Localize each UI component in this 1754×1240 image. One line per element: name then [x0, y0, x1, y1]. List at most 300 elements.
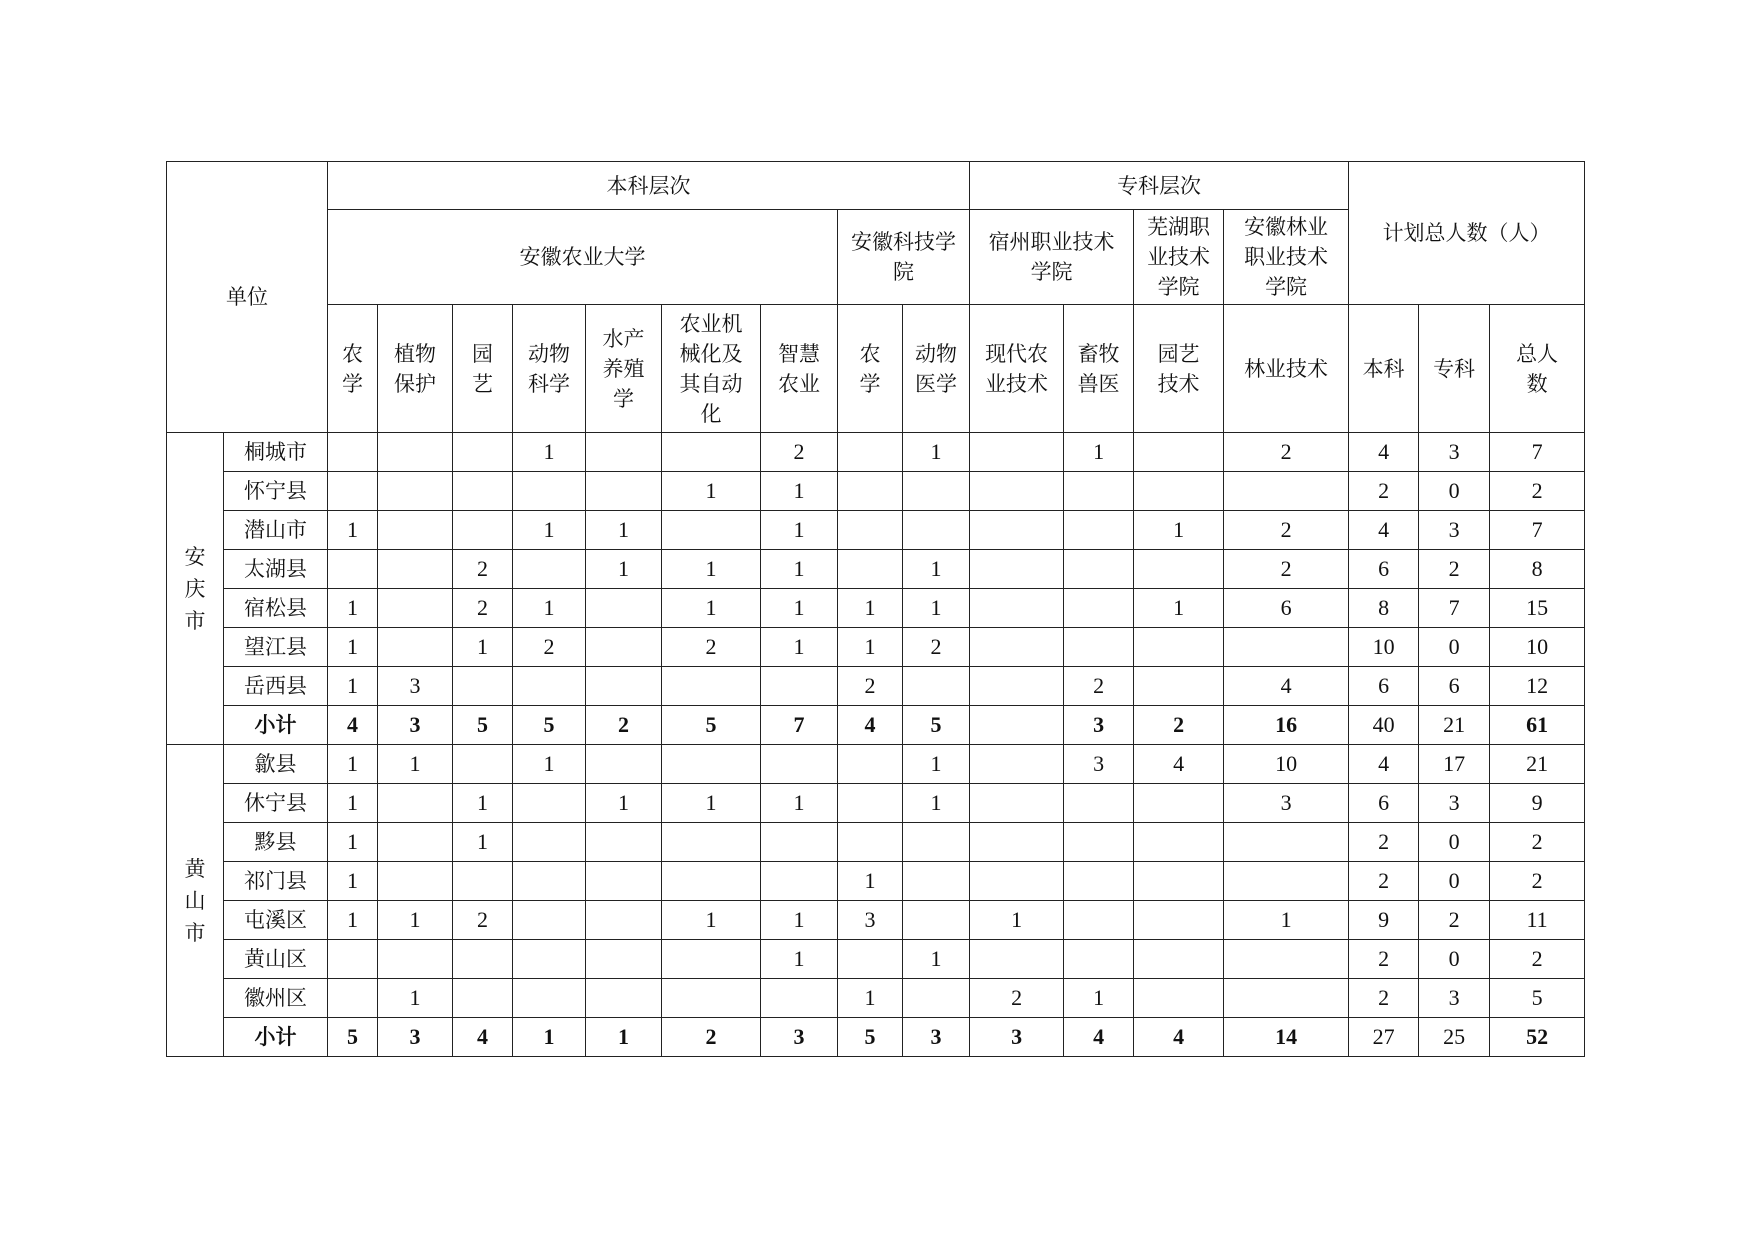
value-cell: 2: [838, 667, 903, 706]
value-cell: [662, 979, 761, 1018]
value-cell: 1: [903, 550, 970, 589]
value-cell: 7: [1490, 511, 1585, 550]
value-cell: 27: [1349, 1018, 1419, 1057]
value-cell: 16: [1224, 706, 1349, 745]
county-name: 祁门县: [224, 862, 328, 901]
value-cell: 1: [513, 433, 586, 472]
value-cell: 5: [328, 1018, 378, 1057]
value-cell: [970, 472, 1064, 511]
value-cell: [838, 550, 903, 589]
value-cell: [586, 589, 662, 628]
value-cell: 7: [761, 706, 838, 745]
value-cell: 1: [328, 511, 378, 550]
value-cell: [662, 823, 761, 862]
value-cell: [453, 472, 513, 511]
value-cell: 2: [1419, 550, 1490, 589]
value-cell: 2: [761, 433, 838, 472]
value-cell: 2: [1349, 979, 1419, 1018]
value-cell: 1: [838, 862, 903, 901]
value-cell: 5: [513, 706, 586, 745]
value-cell: 0: [1419, 628, 1490, 667]
value-cell: [1134, 823, 1224, 862]
value-cell: [328, 979, 378, 1018]
city-name: 安庆市: [184, 544, 206, 633]
value-cell: [586, 433, 662, 472]
value-cell: [513, 784, 586, 823]
table-row: [167, 979, 1585, 1018]
table-row: [167, 940, 1585, 979]
value-cell: [838, 784, 903, 823]
school-header: [970, 210, 1134, 305]
major-header-text: 现代农业技术: [985, 341, 1049, 396]
table-row: [167, 745, 1585, 784]
value-cell: [903, 979, 970, 1018]
value-cell: 4: [453, 1018, 513, 1057]
value-cell: 2: [1349, 823, 1419, 862]
major-header-text: 农业机械化及其自动化: [679, 311, 743, 426]
value-cell: [761, 667, 838, 706]
major-header: [970, 305, 1064, 433]
value-cell: [970, 589, 1064, 628]
value-cell: [1134, 784, 1224, 823]
value-cell: 0: [1419, 472, 1490, 511]
value-cell: 3: [1419, 433, 1490, 472]
value-cell: 3: [903, 1018, 970, 1057]
value-cell: [586, 862, 662, 901]
value-cell: 6: [1349, 784, 1419, 823]
value-cell: 2: [970, 979, 1064, 1018]
major-header-text: 动物科学: [528, 341, 570, 396]
value-cell: 1: [328, 862, 378, 901]
value-cell: [838, 745, 903, 784]
county-name: 屯溪区: [224, 901, 328, 940]
value-cell: [1134, 862, 1224, 901]
value-cell: [586, 472, 662, 511]
value-cell: [761, 979, 838, 1018]
value-cell: [513, 472, 586, 511]
value-cell: 5: [662, 706, 761, 745]
value-cell: [328, 940, 378, 979]
value-cell: 10: [1224, 745, 1349, 784]
value-cell: [970, 745, 1064, 784]
value-cell: [328, 433, 378, 472]
major-header: [513, 305, 586, 433]
value-cell: 12: [1490, 667, 1585, 706]
value-cell: 3: [1224, 784, 1349, 823]
value-cell: [970, 511, 1064, 550]
value-cell: 4: [1349, 745, 1419, 784]
value-cell: 2: [1349, 862, 1419, 901]
value-cell: [586, 823, 662, 862]
major-header-text: 动物医学: [915, 341, 958, 396]
value-cell: 7: [1419, 589, 1490, 628]
major-header-text: 智慧农业: [778, 341, 820, 396]
value-cell: 4: [1349, 511, 1419, 550]
value-cell: 0: [1419, 940, 1490, 979]
major-header-text: 植物保护: [394, 341, 436, 396]
value-cell: [1134, 628, 1224, 667]
major-header: [1064, 305, 1134, 433]
value-cell: [970, 784, 1064, 823]
total-plan-header: 计划总人数（人）: [1349, 162, 1585, 305]
city-name: 黄山市: [184, 856, 206, 945]
value-cell: [453, 511, 513, 550]
value-cell: 11: [1490, 901, 1585, 940]
value-cell: 1: [328, 901, 378, 940]
value-cell: 2: [1349, 940, 1419, 979]
value-cell: 1: [378, 745, 453, 784]
value-cell: 1: [761, 628, 838, 667]
value-cell: [662, 940, 761, 979]
value-cell: [513, 823, 586, 862]
value-cell: 1: [586, 1018, 662, 1057]
value-cell: [586, 979, 662, 1018]
value-cell: 3: [1419, 511, 1490, 550]
value-cell: [838, 940, 903, 979]
value-cell: 1: [1224, 901, 1349, 940]
total-all-header-text: 总人数: [1516, 341, 1559, 396]
value-cell: [378, 940, 453, 979]
value-cell: 1: [838, 628, 903, 667]
value-cell: 2: [1490, 862, 1585, 901]
value-cell: 6: [1349, 550, 1419, 589]
total-undergrad-header: 本科: [1349, 305, 1419, 433]
value-cell: [513, 979, 586, 1018]
table-row: [167, 550, 1585, 589]
school-header-text: 安徽林业职业技术学院: [1244, 215, 1329, 299]
value-cell: 4: [328, 706, 378, 745]
value-cell: 0: [1419, 862, 1490, 901]
value-cell: [903, 862, 970, 901]
value-cell: [453, 745, 513, 784]
value-cell: 1: [903, 745, 970, 784]
value-cell: [1134, 667, 1224, 706]
value-cell: [453, 862, 513, 901]
value-cell: 1: [662, 472, 761, 511]
value-cell: [378, 433, 453, 472]
value-cell: [662, 433, 761, 472]
value-cell: 1: [761, 901, 838, 940]
value-cell: [662, 667, 761, 706]
value-cell: 3: [1064, 706, 1134, 745]
value-cell: [1224, 823, 1349, 862]
value-cell: 52: [1490, 1018, 1585, 1057]
value-cell: 1: [662, 550, 761, 589]
value-cell: 2: [1134, 706, 1224, 745]
value-cell: 3: [761, 1018, 838, 1057]
county-name: 休宁县: [224, 784, 328, 823]
major-header: [903, 305, 970, 433]
school-header-text: 芜湖职业技术学院: [1147, 215, 1211, 299]
value-cell: 1: [761, 784, 838, 823]
subtotal-row: [167, 1018, 1585, 1057]
value-cell: [513, 667, 586, 706]
value-cell: 4: [1349, 433, 1419, 472]
value-cell: 40: [1349, 706, 1419, 745]
subtotal-row: [167, 706, 1585, 745]
value-cell: 2: [1490, 823, 1585, 862]
value-cell: 6: [1349, 667, 1419, 706]
value-cell: 10: [1349, 628, 1419, 667]
value-cell: 2: [1419, 901, 1490, 940]
value-cell: [378, 862, 453, 901]
value-cell: [378, 784, 453, 823]
value-cell: 2: [513, 628, 586, 667]
value-cell: 1: [662, 901, 761, 940]
table-row: [167, 511, 1585, 550]
value-cell: 1: [838, 589, 903, 628]
value-cell: 7: [1490, 433, 1585, 472]
value-cell: [838, 823, 903, 862]
total-all-header: [1490, 305, 1585, 433]
value-cell: [1134, 979, 1224, 1018]
value-cell: 2: [453, 550, 513, 589]
county-name: 怀宁县: [224, 472, 328, 511]
value-cell: 4: [1134, 745, 1224, 784]
major-header-text: 农学: [342, 341, 363, 396]
major-header-text: 园艺技术: [1157, 341, 1200, 396]
value-cell: [1134, 433, 1224, 472]
value-cell: 1: [513, 745, 586, 784]
value-cell: 1: [761, 511, 838, 550]
major-header: [453, 305, 513, 433]
major-header-text: 水产养殖学: [602, 326, 645, 411]
school-header-text: 安徽科技学院: [851, 230, 957, 284]
city-cell: [167, 433, 224, 745]
value-cell: 1: [586, 550, 662, 589]
value-cell: [1224, 628, 1349, 667]
county-name: 岳西县: [224, 667, 328, 706]
value-cell: 4: [838, 706, 903, 745]
value-cell: 1: [513, 589, 586, 628]
value-cell: 1: [1134, 511, 1224, 550]
table-row: [167, 589, 1585, 628]
major-header: [378, 305, 453, 433]
value-cell: [1064, 550, 1134, 589]
value-cell: [970, 862, 1064, 901]
major-header: 林业技术: [1224, 305, 1349, 433]
value-cell: [970, 706, 1064, 745]
value-cell: [1134, 901, 1224, 940]
value-cell: [1064, 628, 1134, 667]
value-cell: [970, 940, 1064, 979]
table-row: [167, 667, 1585, 706]
value-cell: 14: [1224, 1018, 1349, 1057]
value-cell: [513, 901, 586, 940]
major-header: [662, 305, 761, 433]
value-cell: 2: [1224, 511, 1349, 550]
value-cell: 2: [453, 901, 513, 940]
value-cell: 2: [1224, 433, 1349, 472]
value-cell: [761, 823, 838, 862]
value-cell: 1: [1064, 979, 1134, 1018]
value-cell: 1: [903, 433, 970, 472]
value-cell: [970, 823, 1064, 862]
value-cell: [513, 550, 586, 589]
school-header: [838, 210, 970, 305]
value-cell: 6: [1419, 667, 1490, 706]
value-cell: [903, 667, 970, 706]
value-cell: 17: [1419, 745, 1490, 784]
value-cell: [662, 511, 761, 550]
value-cell: 8: [1349, 589, 1419, 628]
value-cell: [328, 550, 378, 589]
value-cell: 3: [378, 1018, 453, 1057]
value-cell: 1: [453, 823, 513, 862]
value-cell: 1: [513, 1018, 586, 1057]
value-cell: 25: [1419, 1018, 1490, 1057]
value-cell: 9: [1349, 901, 1419, 940]
value-cell: [453, 667, 513, 706]
value-cell: 1: [378, 979, 453, 1018]
value-cell: [453, 979, 513, 1018]
value-cell: 1: [453, 784, 513, 823]
value-cell: 1: [328, 745, 378, 784]
county-name: 桐城市: [224, 433, 328, 472]
value-cell: [838, 511, 903, 550]
value-cell: 8: [1490, 550, 1585, 589]
value-cell: 1: [378, 901, 453, 940]
value-cell: [1064, 511, 1134, 550]
value-cell: [586, 628, 662, 667]
total-vocational-header: 专科: [1419, 305, 1490, 433]
value-cell: 1: [513, 511, 586, 550]
table-row: [167, 901, 1585, 940]
value-cell: [453, 433, 513, 472]
value-cell: [903, 472, 970, 511]
county-name: 徽州区: [224, 979, 328, 1018]
value-cell: [1064, 862, 1134, 901]
value-cell: [903, 901, 970, 940]
undergrad-level-header: 本科层次: [328, 162, 970, 210]
table-row: [167, 784, 1585, 823]
value-cell: [970, 433, 1064, 472]
value-cell: [1224, 940, 1349, 979]
value-cell: 1: [1134, 589, 1224, 628]
value-cell: [586, 940, 662, 979]
major-header-text: 农学: [859, 341, 881, 396]
value-cell: 1: [328, 667, 378, 706]
value-cell: 3: [378, 667, 453, 706]
value-cell: [378, 472, 453, 511]
value-cell: [761, 862, 838, 901]
value-cell: 15: [1490, 589, 1585, 628]
value-cell: 3: [1419, 784, 1490, 823]
value-cell: [761, 745, 838, 784]
subtotal-label: 小计: [224, 1018, 328, 1057]
value-cell: 2: [1490, 940, 1585, 979]
value-cell: [1134, 472, 1224, 511]
value-cell: 1: [761, 550, 838, 589]
unit-header: 单位: [167, 162, 328, 433]
value-cell: [328, 472, 378, 511]
value-cell: 6: [1224, 589, 1349, 628]
value-cell: [662, 745, 761, 784]
value-cell: 2: [1349, 472, 1419, 511]
value-cell: 2: [1224, 550, 1349, 589]
value-cell: [838, 472, 903, 511]
county-name: 黟县: [224, 823, 328, 862]
value-cell: 4: [1134, 1018, 1224, 1057]
major-header: [761, 305, 838, 433]
value-cell: [1134, 940, 1224, 979]
vocational-level-header: 专科层次: [970, 162, 1349, 210]
value-cell: 0: [1419, 823, 1490, 862]
value-cell: 2: [586, 706, 662, 745]
value-cell: 1: [761, 472, 838, 511]
value-cell: 1: [903, 784, 970, 823]
value-cell: [1064, 784, 1134, 823]
value-cell: [970, 628, 1064, 667]
school-header: 安徽农业大学: [328, 210, 838, 305]
value-cell: 4: [1224, 667, 1349, 706]
value-cell: 1: [1064, 433, 1134, 472]
county-name: 歙县: [224, 745, 328, 784]
value-cell: 1: [586, 511, 662, 550]
value-cell: 1: [662, 784, 761, 823]
value-cell: 1: [328, 784, 378, 823]
county-name: 望江县: [224, 628, 328, 667]
value-cell: 1: [903, 940, 970, 979]
major-header: [586, 305, 662, 433]
value-cell: 21: [1490, 745, 1585, 784]
value-cell: 61: [1490, 706, 1585, 745]
value-cell: 2: [903, 628, 970, 667]
school-header-text: 宿州职业技术学院: [988, 230, 1115, 284]
value-cell: 2: [662, 628, 761, 667]
value-cell: 1: [838, 979, 903, 1018]
value-cell: [1224, 979, 1349, 1018]
value-cell: 5: [838, 1018, 903, 1057]
major-header-text: 畜牧兽医: [1077, 341, 1120, 396]
value-cell: [453, 940, 513, 979]
value-cell: 3: [1419, 979, 1490, 1018]
value-cell: [970, 550, 1064, 589]
value-cell: 1: [761, 940, 838, 979]
value-cell: 2: [1064, 667, 1134, 706]
value-cell: [903, 823, 970, 862]
school-header: [1224, 210, 1349, 305]
value-cell: [513, 862, 586, 901]
value-cell: [1064, 901, 1134, 940]
value-cell: [1064, 589, 1134, 628]
value-cell: 5: [903, 706, 970, 745]
value-cell: 1: [970, 901, 1064, 940]
value-cell: 1: [328, 823, 378, 862]
county-name: 潜山市: [224, 511, 328, 550]
table-body: [167, 433, 1585, 1057]
major-header: [328, 305, 378, 433]
table-row: [167, 472, 1585, 511]
table-row: [167, 433, 1585, 472]
value-cell: 3: [378, 706, 453, 745]
value-cell: [378, 628, 453, 667]
school-header: [1134, 210, 1224, 305]
value-cell: [1064, 940, 1134, 979]
value-cell: 1: [761, 589, 838, 628]
value-cell: [586, 667, 662, 706]
value-cell: 5: [1490, 979, 1585, 1018]
value-cell: [970, 667, 1064, 706]
table-row: [167, 823, 1585, 862]
subtotal-label: 小计: [224, 706, 328, 745]
major-header: [838, 305, 903, 433]
value-cell: 1: [328, 589, 378, 628]
value-cell: 2: [1490, 472, 1585, 511]
value-cell: 1: [903, 589, 970, 628]
value-cell: 3: [838, 901, 903, 940]
city-cell: [167, 745, 224, 1057]
